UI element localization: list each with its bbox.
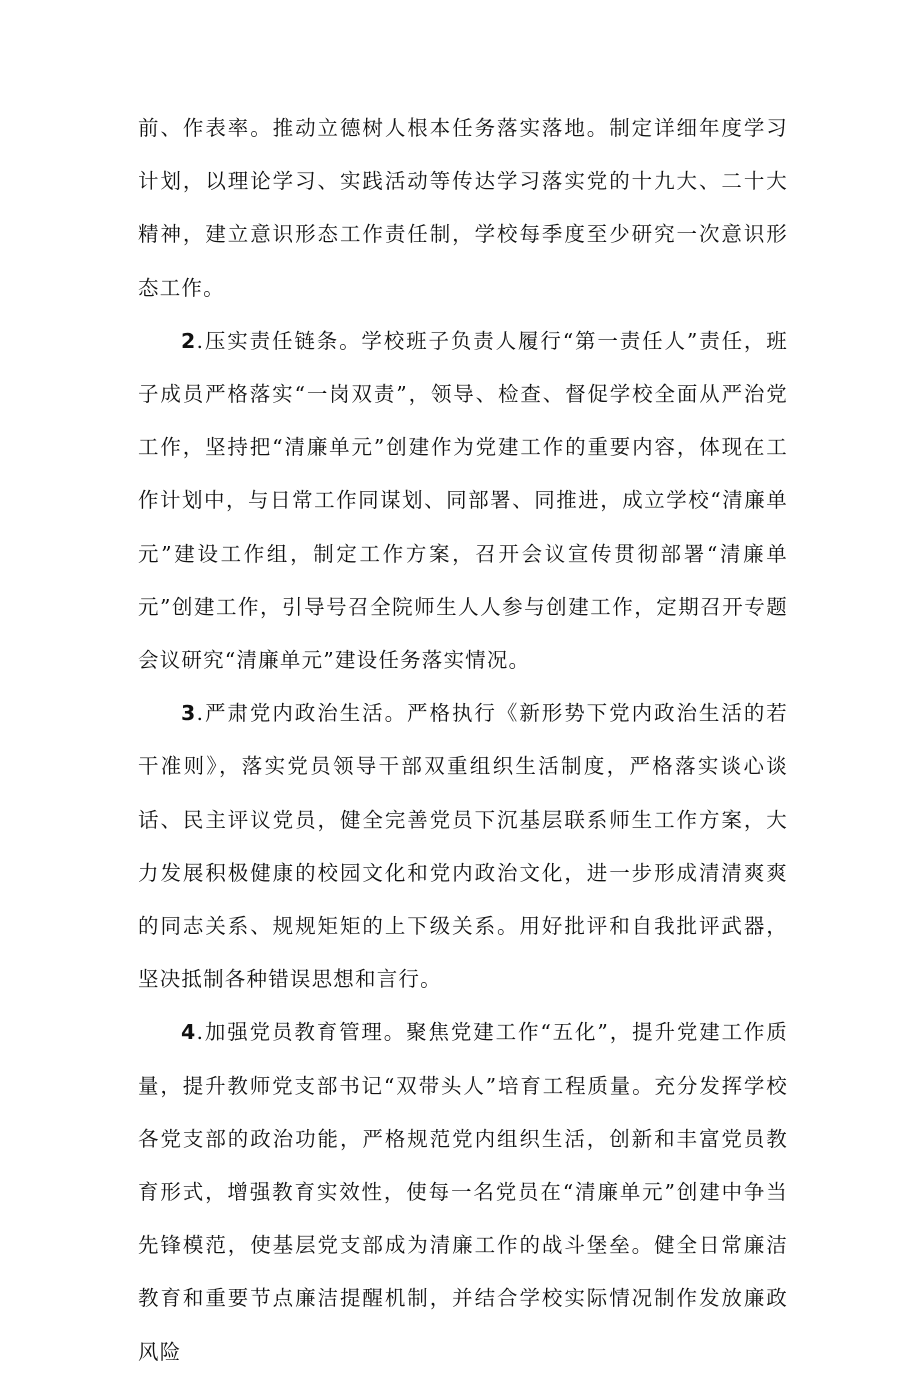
paragraph-text: .加强党员教育管理。聚焦党建工作“五化”，提升党建工作质量，提升教师党支部书记“双带头人”培育工程质量。充分发挥学校各党支部的政治功能，严格规范党内组织生活，创新和丰富党员教育形式，增强教育实效性，使每一名党员在“清廉单元”创建中争当先锋模范，使基层党支部成为清廉工作的战斗堡垒。健全日常廉洁教育和重要节点廉洁提醒机制，并结合学校实际情况制作发放廉政风险	[138, 1020, 788, 1364]
paragraph-item-4	[138, 1006, 788, 1378]
paragraph-text: 前、作表率。推动立德树人根本任务落实落地。制定详细年度学习计划，以理论学习、实践活动等传达学习落实党的十九大、二十大精神，建立意识形态工作责任制，学校每季度至少研究一次意识形态工作。	[138, 116, 788, 300]
document-body	[138, 102, 788, 1379]
paragraph-text: .压实责任链条。学校班子负责人履行“第一责任人”责任，班子成员严格落实“一岗双责”，领导、检查、督促学校全面从严治党工作，坚持把“清廉单元”创建作为党建工作的重要内容，体现在工作计划中，与日常工作同谋划、同部署、同推进，成立学校“清廉单元”建设工作组，制定工作方案，召开会议宣传贯彻部署“清廉单元”创建工作，引导号召全院师生人人参与创建工作，定期召开专题会议研究“清廉单元”建设任务落实情况。	[138, 328, 788, 673]
paragraph-number: 4	[181, 1020, 197, 1045]
paragraph-number: 3	[181, 701, 197, 726]
paragraph-number: 2	[181, 328, 197, 353]
paragraph-text: .严肃党内政治生活。严格执行《新形势下党内政治生活的若干准则》，落实党员领导干部双重组织生活制度，严格落实谈心谈话、民主评议党员，健全完善党员下沉基层联系师生工作方案，大力发展积极健康的校园文化和党内政治文化，进一步形成清清爽爽的同志关系、规规矩矩的上下级关系。用好批评和自我批评武器，坚决抵制各种错误思想和言行。	[138, 701, 788, 992]
paragraph-item-2	[138, 315, 788, 687]
paragraph-continuation	[138, 102, 788, 315]
paragraph-item-3	[138, 687, 788, 1006]
